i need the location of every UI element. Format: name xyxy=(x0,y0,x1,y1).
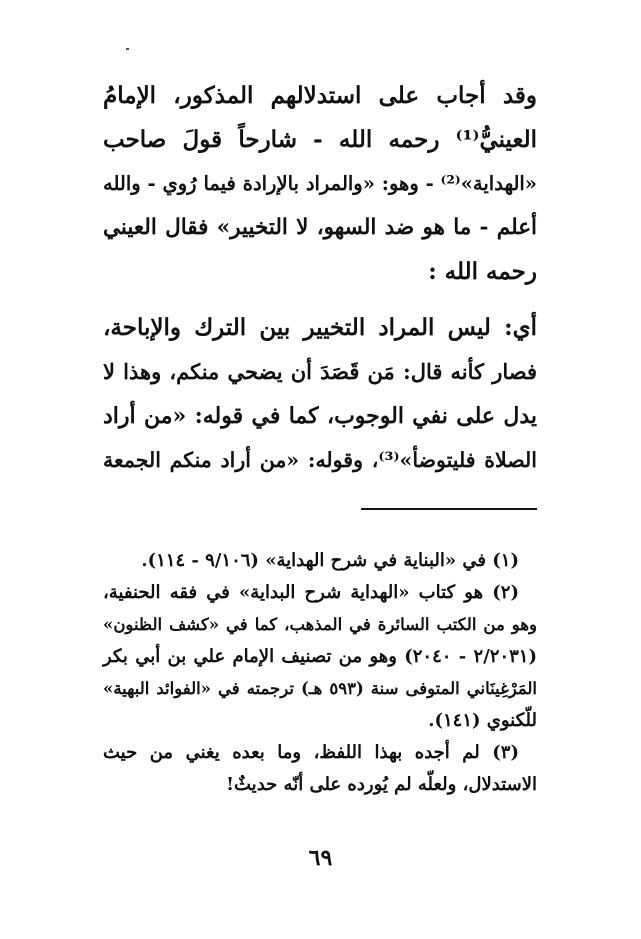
footnote-2 xyxy=(103,577,537,737)
text-line: «الهداية»⁽²⁾ - وهو: «والمراد بالإرادة فيما رُوي - والله xyxy=(103,172,537,195)
footnote-separator xyxy=(361,508,537,510)
text-line: يدل على نفي الوجوب، كما في قوله: «من أراد xyxy=(103,403,537,429)
footnote-line: المَرْغِينَاني المتوفى سنة (٥٩٣ هـ) ترجمته في «الفوائد البهية» xyxy=(103,679,538,698)
footnote-1 xyxy=(103,545,537,577)
footnote-line: (٢/٢٠٣١ - ٢٠٤٠) وهو من تصنيف الإمام علي بن أبي بكر xyxy=(103,646,537,667)
text-line: الصلاة فليتوضأ»⁽³⁾، وقوله: «من أراد منكم الجمعة xyxy=(103,448,538,472)
scan-speck xyxy=(126,48,129,50)
text-line: أعلم - ما هو ضد السهو، لا التخيير» فقال العيني xyxy=(103,215,537,240)
main-paragraph-1 xyxy=(103,74,537,294)
main-paragraph-2 xyxy=(103,306,537,482)
footnote-line: الاستدلال، ولعلّه لم يُورده على أنّه حديثٌ! xyxy=(226,774,537,795)
text-line: رحمه الله : xyxy=(428,258,537,285)
footnote-line: (٢) هو كتاب «الهداية شرح البداية» في فقه الحنفية، xyxy=(103,582,519,603)
text-line: فصار كأنه قال: مَن قَصَدَ أن يضحي منكم، وهذا لا xyxy=(103,359,537,384)
footnote-line: وهو من الكتب السائرة في المذهب، كما في «كشف الظنون» xyxy=(103,615,537,634)
footnotes xyxy=(103,545,537,801)
footnote-line: (٣) لم أجده بهذا اللفظ، وما بعده يغني من حيث xyxy=(103,742,519,763)
footnote-3 xyxy=(103,737,537,801)
text-line: العينيُّ⁽¹⁾ رحمه الله - شارحاً قولَ صاحب xyxy=(103,126,537,153)
text-line: أي: ليس المراد التخيير بين الترك والإباحة، xyxy=(103,314,537,341)
footnote-line: للّكنوي (١٤١). xyxy=(428,710,537,731)
page-number: ٦٩ xyxy=(308,845,333,871)
footnote-line: (١) في «البناية في شرح الهداية» (٩/١٠٦ - ١١٤). xyxy=(141,550,519,571)
text-line: وقد أجاب على استدلالهم المذكور، الإمامُ xyxy=(103,82,537,109)
